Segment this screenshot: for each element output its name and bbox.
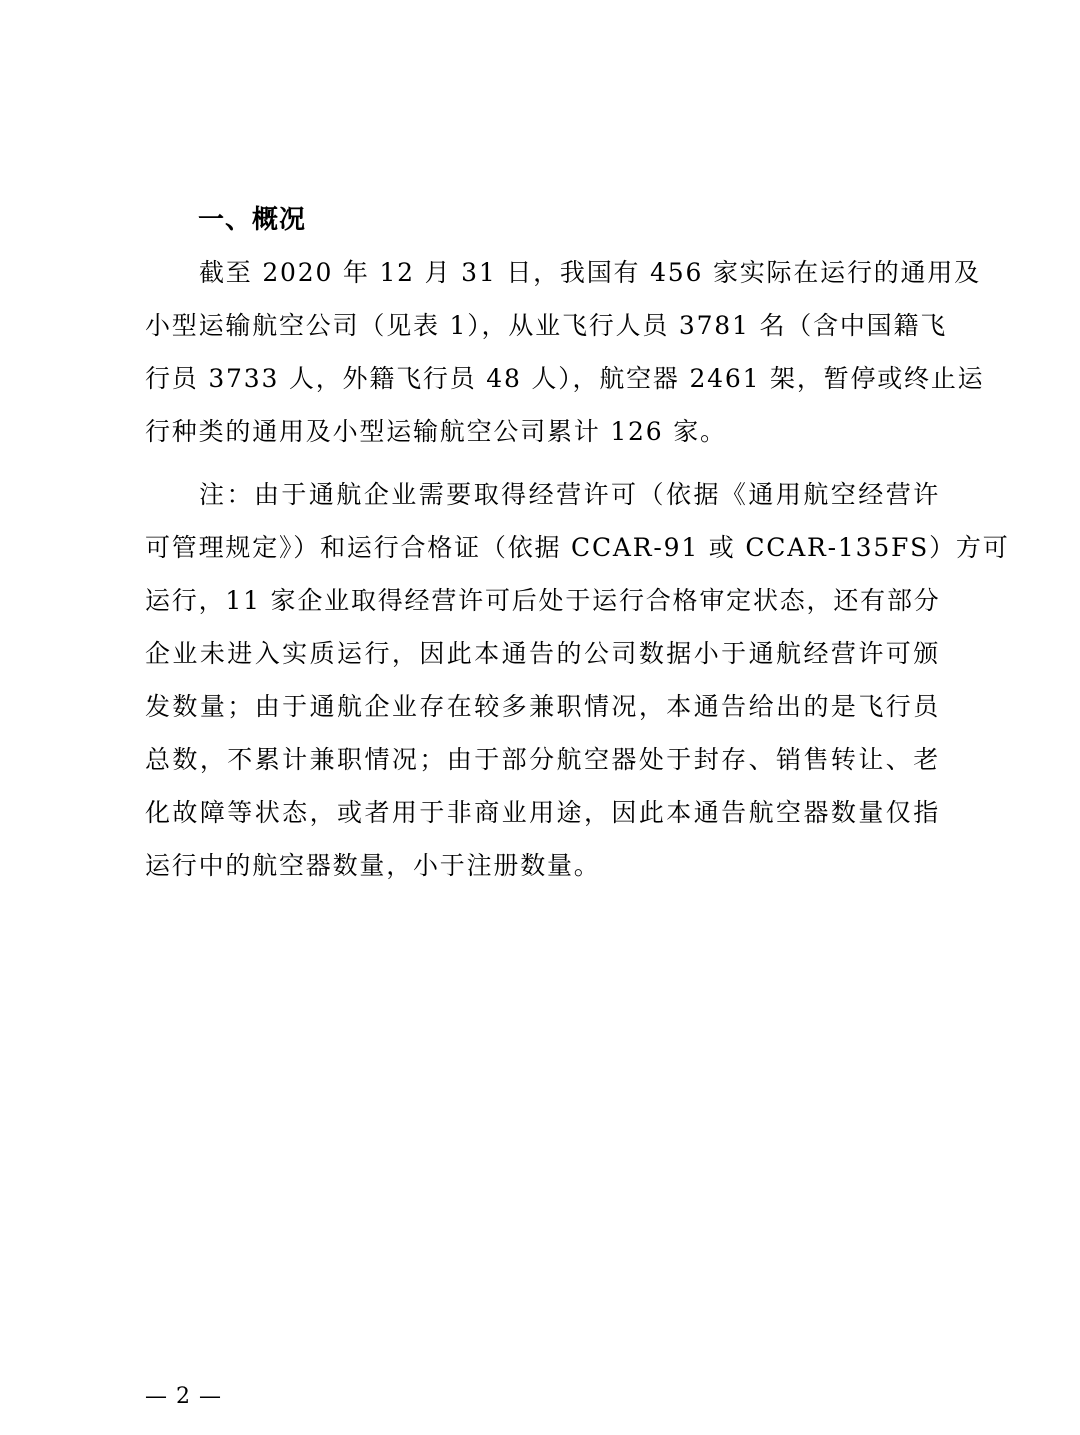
paragraph-line: 化故障等状态，或者用于非商业用途，因此本通告航空器数量仅指 (145, 798, 940, 827)
paragraph-line: 总数，不累计兼职情况；由于部分航空器处于封存、销售转让、老 (145, 745, 940, 774)
paragraph-line: 小型运输航空公司（见表 1），从业飞行人员 3781 名（含中国籍飞 (145, 311, 948, 340)
note-paragraph (145, 468, 1010, 892)
paragraph-line: 行种类的通用及小型运输航空公司累计 126 家。 (145, 417, 727, 446)
overview-paragraph (145, 246, 985, 458)
paragraph-line: 行员 3733 人，外籍飞行员 48 人），航空器 2461 架，暂停或终止运 (145, 364, 985, 393)
page-number: — 2 — (145, 1384, 222, 1409)
paragraph-line: 运行，11 家企业取得经营许可后处于运行合格审定状态，还有部分 (145, 586, 941, 615)
paragraph-line: 发数量；由于通航企业存在较多兼职情况，本通告给出的是飞行员 (145, 692, 940, 721)
section-heading: 一、概况 (198, 205, 307, 235)
paragraph-line: 可管理规定》）和运行合格证（依据 CCAR-91 或 CCAR-135FS）方可 (145, 533, 1010, 562)
paragraph-line: 运行中的航空器数量，小于注册数量。 (145, 851, 601, 880)
paragraph-line: 注：由于通航企业需要取得经营许可（依据《通用航空经营许 (199, 480, 940, 509)
paragraph-line: 企业未进入实质运行，因此本通告的公司数据小于通航经营许可颁 (145, 639, 940, 668)
paragraph-line: 截至 2020 年 12 月 31 日，我国有 456 家实际在运行的通用及 (199, 258, 981, 287)
